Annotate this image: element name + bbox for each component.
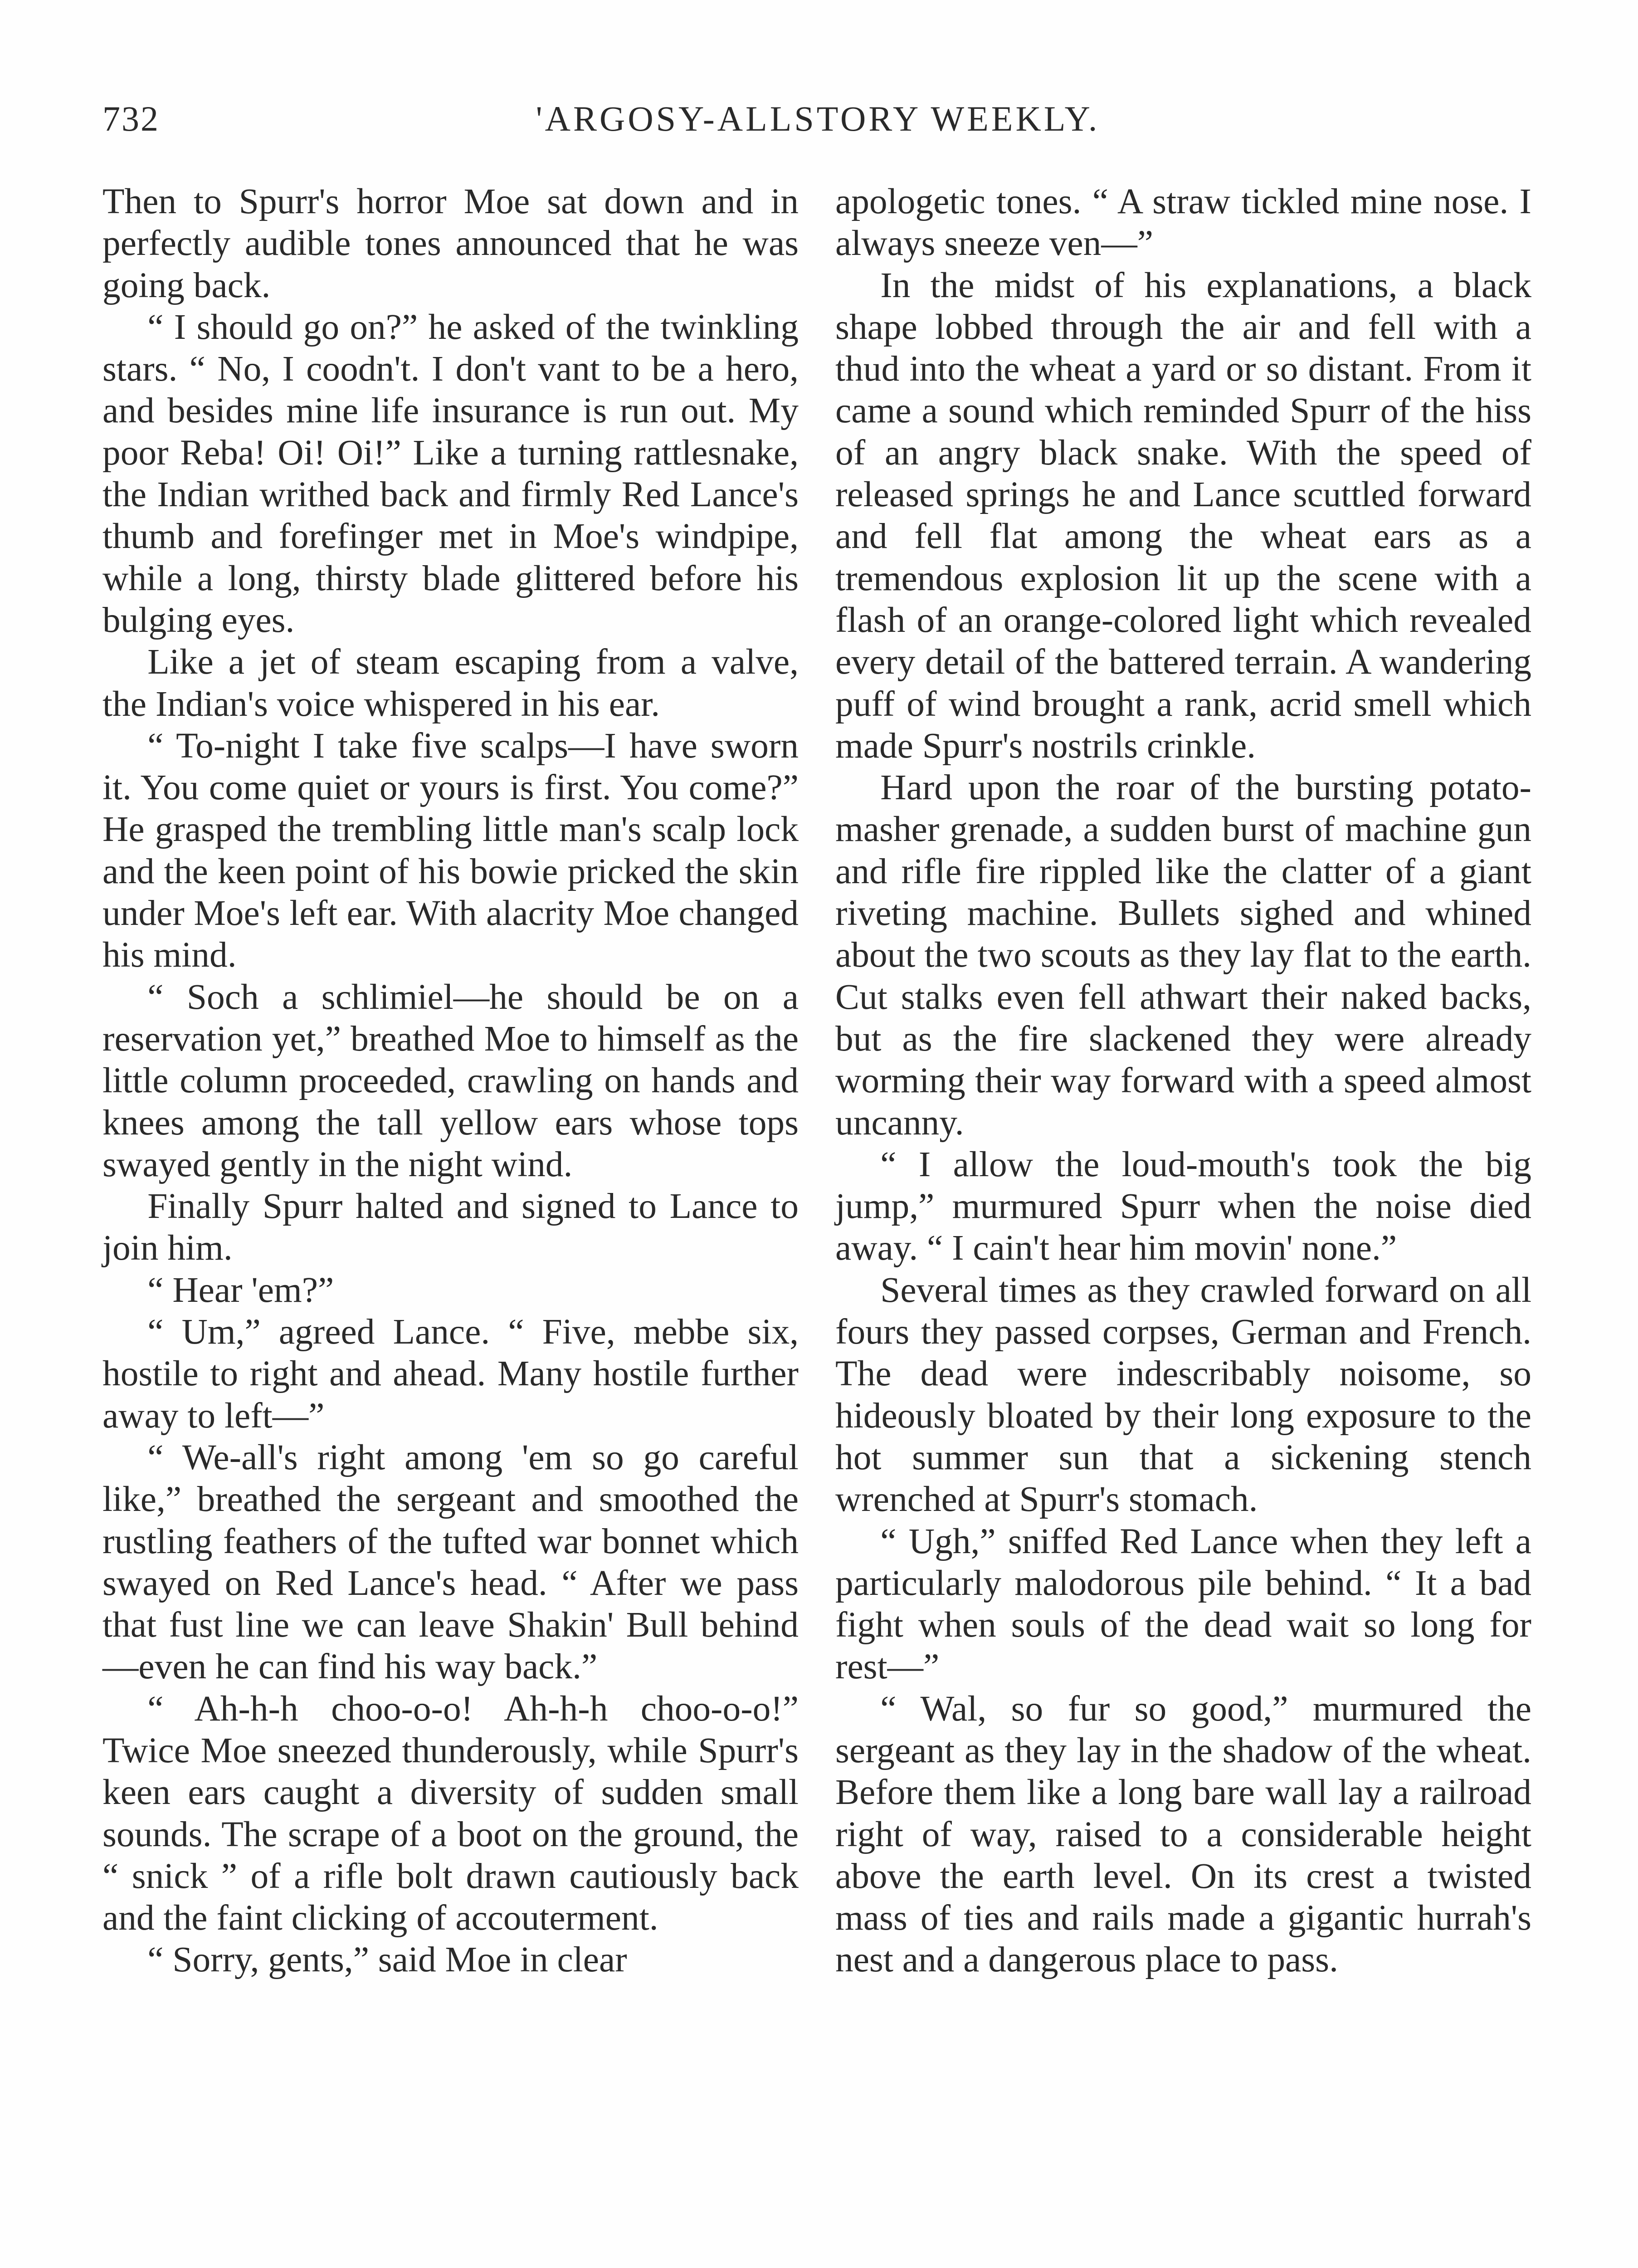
paragraph: “ To-night I take five scalps—I have sworn it. You come quiet or yours is first. You come?” He grasped the trembling little man's scalp lock and the keen point of his bowie pricked the skin under Moe's left ear. With alacrity Moe changed his mind. bbox=[102, 725, 799, 975]
paragraph: apologetic tones. “ A straw tickled mine nose. I always sneeze ven—” bbox=[835, 181, 1531, 264]
running-head bbox=[102, 96, 1533, 142]
paragraph: Finally Spurr halted and signed to Lance to join him. bbox=[102, 1186, 799, 1268]
paragraph: In the midst of his explanations, a black shape lobbed through the air and fell with a thud into the wheat a yard or so distant. From it came a sound which reminded Spurr of the hiss of an angry black snake. With the speed of released springs he and Lance scuttled forward and fell flat among the wheat ears as a tremendous explosion lit up the scene with a flash of an orange-colored light which revealed every detail of the battered terrain. A wandering puff of wind brought a rank, acrid smell which made Spurr's nostrils crinkle. bbox=[835, 265, 1531, 766]
paragraph: “ We-all's right among 'em so go careful like,” breathed the sergeant and smoothed the rustling feathers of the tufted war bonnet which swayed on Red Lance's head. “ After we pass that fust line we can leave Shakin' Bull behind—even he can find his way back.” bbox=[102, 1437, 799, 1687]
paragraph: Hard upon the roar of the bursting potato-masher grenade, a sudden burst of machine gun and rifle fire rippled like the clatter of a giant riveting machine. Bullets sighed and whined about the two scouts as they lay flat to the earth. Cut stalks even fell athwart their naked backs, but as the fire slackened they were already worming their way forward with a speed almost uncanny. bbox=[835, 767, 1531, 1143]
paragraph: “ Hear 'em?” bbox=[147, 1270, 334, 1310]
paragraph: “ I allow the loud-mouth's took the big jump,” murmured Spurr when the noise died away. “ I cain't hear him movin' none.” bbox=[835, 1144, 1531, 1268]
paragraph: “ Ah-h-h choo-o-o! Ah-h-h choo-o-o!” Twice Moe sneezed thunderously, while Spurr's keen ears caught a diversity of sudden small sounds. The scrape of a boot on the ground, the “ snick ” of a rifle bolt drawn cautiously back and the faint clicking of accouterment. bbox=[102, 1688, 799, 1938]
paragraph: “ I should go on?” he asked of the twinkling stars. “ No, I coodn't. I don't vant to be a hero, and besides mine life insurance is run out. My poor Reba! Oi! Oi!” Like a turning rattlesnake, the Indian writhed back and firmly Red Lance's thumb and forefinger met in Moe's windpipe, while a long, thirsty blade glittered before his bulging eyes. bbox=[102, 307, 799, 640]
right-column bbox=[835, 181, 1531, 1981]
paragraph: “ Sorry, gents,” said Moe in clear bbox=[147, 1940, 627, 1980]
paragraph: Several times as they crawled forward on all fours they passed corpses, German and French. The dead were indescribably noisome, so hideously bloated by their long exposure to the hot summer sun that a sickening stench wrenched at Spurr's stomach. bbox=[835, 1270, 1531, 1520]
paragraph: “ Wal, so fur so good,” murmured the sergeant as they lay in the shadow of the wheat. Before them like a long bare wall lay a railroad right of way, raised to a considerable height above the earth level. On its crest a twisted mass of ties and rails made a gigantic hurrah's nest and a dangerous place to pass. bbox=[835, 1688, 1531, 1980]
paragraph: Then to Spurr's horror Moe sat down and in perfectly audible tones announced that he was going back. bbox=[102, 181, 799, 305]
paragraph: “ Ugh,” sniffed Red Lance when they left a particularly malodorous pile behind. “ It a bad fight when souls of the dead wait so long for rest—” bbox=[835, 1521, 1531, 1687]
journal-title: 'ARGOSY-ALLSTORY WEEKLY. bbox=[536, 99, 1100, 138]
page-number: 732 bbox=[102, 99, 160, 138]
left-column bbox=[102, 181, 799, 1981]
paragraph: Like a jet of steam escaping from a valve, the Indian's voice whispered in his ear. bbox=[102, 642, 799, 724]
paragraph: “ Soch a schlimiel—he should be on a reservation yet,” breathed Moe to himself as the little column proceeded, crawling on hands and knees among the tall yellow ears whose tops swayed gently in the night wind. bbox=[102, 977, 799, 1184]
paragraph: “ Um,” agreed Lance. “ Five, mebbe six, hostile to right and ahead. Many hostile further away to left—” bbox=[102, 1312, 799, 1436]
